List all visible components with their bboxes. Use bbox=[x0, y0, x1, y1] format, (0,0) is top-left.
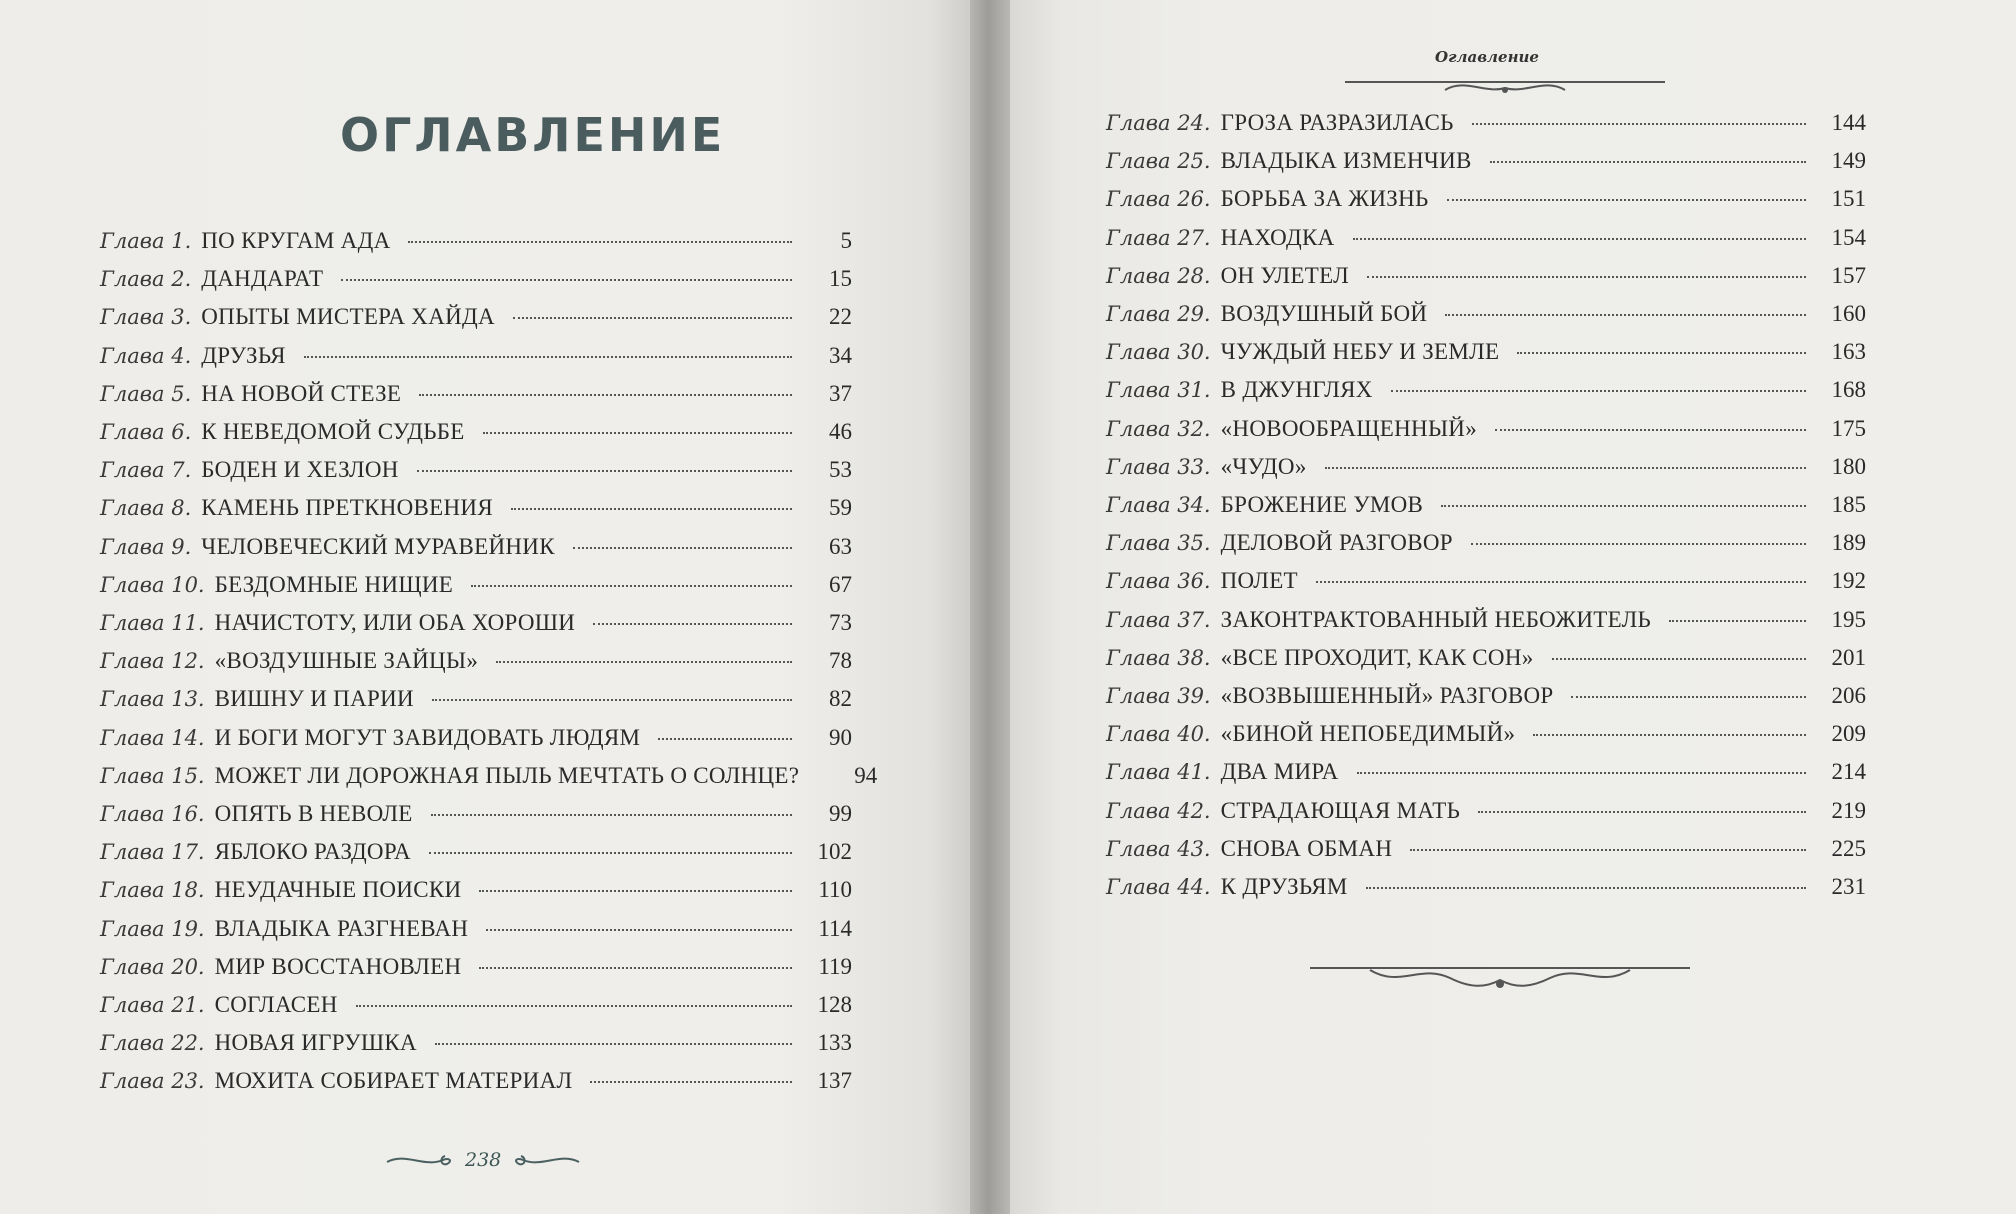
chapter-title: ЧЕЛОВЕЧЕСКИЙ МУРАВЕЙНИК bbox=[201, 533, 555, 559]
page-ref: 5 bbox=[840, 228, 852, 253]
dot-leader bbox=[1490, 161, 1806, 163]
dot-leader bbox=[573, 547, 792, 549]
chapter-title: НЕУДАЧНЫЕ ПОИСКИ bbox=[214, 877, 462, 903]
toc-entry bbox=[1106, 148, 1866, 178]
page-ref: 22 bbox=[829, 304, 852, 330]
dot-leader bbox=[432, 699, 792, 701]
toc-entry bbox=[100, 1068, 852, 1098]
page-ref: 82 bbox=[829, 686, 852, 712]
dot-leader bbox=[511, 508, 792, 510]
toc-entry bbox=[1106, 454, 1866, 484]
chapter-title: «ВСЕ ПРОХОДИТ, КАК СОН» bbox=[1220, 644, 1534, 670]
chapter-title: К НЕВЕДОМОЙ СУДЬБЕ bbox=[201, 419, 465, 444]
dot-leader bbox=[1552, 658, 1806, 660]
toc-entry bbox=[1106, 263, 1866, 293]
chapter-label: Глава 5. bbox=[100, 381, 192, 406]
dot-leader bbox=[1447, 199, 1807, 201]
dot-leader bbox=[408, 241, 792, 243]
chapter-title: «БИНОЙ НЕПОБЕДИМЫЙ» bbox=[1220, 721, 1516, 747]
page-ref: 37 bbox=[829, 380, 852, 406]
dot-leader bbox=[593, 623, 792, 625]
chapter-title: ЯБЛОКО РАЗДОРА bbox=[214, 839, 411, 865]
dot-leader bbox=[590, 1081, 792, 1083]
chapter-label: Глава 32. bbox=[1106, 416, 1211, 441]
page-ref: 160 bbox=[1831, 301, 1866, 326]
dot-leader bbox=[479, 890, 792, 892]
dot-leader bbox=[1495, 429, 1806, 431]
page-ref: 59 bbox=[829, 495, 852, 521]
toc-entry bbox=[1106, 568, 1866, 598]
dot-leader bbox=[1517, 352, 1806, 354]
chapter-label: Глава 16. bbox=[100, 802, 205, 826]
chapter-title: МИР ВОССТАНОВЛЕН bbox=[214, 953, 462, 979]
toc-entry bbox=[1106, 301, 1866, 331]
chapter-title: ВЛАДЫКА ИЗМЕНЧИВ bbox=[1220, 148, 1472, 174]
chapter-title: ДРУЗЬЯ bbox=[201, 342, 286, 368]
chapter-label: Глава 19. bbox=[100, 916, 205, 941]
toc-entry bbox=[100, 304, 852, 334]
toc-entry bbox=[1106, 683, 1866, 713]
toc-entry bbox=[100, 877, 852, 907]
chapter-label: Глава 41. bbox=[1106, 760, 1211, 785]
chapter-label: Глава 39. bbox=[1106, 684, 1211, 708]
chapter-label: Глава 30. bbox=[1106, 340, 1211, 365]
toc-entry bbox=[100, 572, 852, 602]
dot-leader bbox=[1669, 620, 1806, 622]
chapter-label: Глава 8. bbox=[100, 496, 192, 521]
chapter-title: НОВАЯ ИГРУШКА bbox=[214, 1030, 417, 1056]
chapter-title: ВИШНУ И ПАРИИ bbox=[214, 686, 414, 712]
dot-leader bbox=[435, 1043, 792, 1045]
chapter-label: Глава 28. bbox=[1106, 263, 1211, 288]
page-ref: 34 bbox=[829, 342, 852, 368]
page-ref: 225 bbox=[1831, 835, 1866, 861]
page-ref: 189 bbox=[1831, 530, 1866, 556]
chapter-label: Глава 9. bbox=[100, 534, 192, 559]
page-ref: 206 bbox=[1831, 683, 1866, 708]
chapter-label: Глава 43. bbox=[1106, 836, 1211, 861]
chapter-label: Глава 7. bbox=[100, 458, 192, 483]
chapter-title: СТРАДАЮЩАЯ МАТЬ bbox=[1220, 797, 1461, 823]
toc-entry bbox=[100, 1030, 852, 1060]
chapter-title: НАЧИСТОТУ, ИЛИ ОБА ХОРОШИ bbox=[214, 610, 576, 635]
chapter-label: Глава 44. bbox=[1106, 875, 1211, 899]
page-number: 238 bbox=[465, 1149, 502, 1171]
page-ref: 157 bbox=[1831, 262, 1866, 288]
page-ref: 133 bbox=[817, 1030, 852, 1056]
chapter-title: СНОВА ОБМАН bbox=[1220, 835, 1393, 861]
toc-entry bbox=[100, 343, 852, 373]
toc-entry bbox=[100, 839, 852, 869]
chapter-label: Глава 22. bbox=[100, 1031, 205, 1056]
page-ref: 46 bbox=[829, 419, 852, 444]
page-ref: 99 bbox=[829, 801, 852, 826]
page-ref: 219 bbox=[1831, 797, 1866, 823]
chapter-title: ВЛАДЫКА РАЗГНЕВАН bbox=[214, 915, 469, 941]
chapter-label: Глава 4. bbox=[100, 343, 192, 368]
flourish-left-icon bbox=[385, 1148, 455, 1172]
chapter-title: ЧУЖДЫЙ НЕБУ И ЗЕМЛЕ bbox=[1220, 339, 1500, 365]
dot-leader bbox=[1410, 849, 1806, 851]
dot-leader bbox=[1366, 887, 1806, 889]
page-ref: 78 bbox=[829, 648, 852, 674]
chapter-label: Глава 14. bbox=[100, 725, 205, 750]
chapter-label: Глава 36. bbox=[1106, 569, 1211, 594]
toc-entry bbox=[1106, 416, 1866, 446]
chapter-title: КАМЕНЬ ПРЕТКНОВЕНИЯ bbox=[201, 495, 493, 521]
chapter-title: НА НОВОЙ СТЕЗЕ bbox=[201, 380, 402, 406]
page-ref: 144 bbox=[1831, 110, 1866, 135]
dot-leader bbox=[304, 356, 792, 358]
chapter-label: Глава 18. bbox=[100, 878, 205, 903]
toc-entry bbox=[1106, 721, 1866, 751]
dot-leader bbox=[417, 470, 792, 472]
chapter-label: Глава 33. bbox=[1106, 454, 1211, 479]
dot-leader bbox=[1353, 238, 1807, 240]
toc-entry bbox=[100, 610, 852, 640]
chapter-title: В ДЖУНГЛЯХ bbox=[1220, 377, 1373, 403]
toc-entry bbox=[100, 457, 852, 487]
dot-leader bbox=[496, 661, 792, 663]
page-ref: 192 bbox=[1831, 568, 1866, 594]
chapter-label: Глава 23. bbox=[100, 1069, 205, 1094]
chapter-label: Глава 24. bbox=[1106, 111, 1211, 135]
page-ref: 94 bbox=[854, 762, 878, 788]
chapter-title: «ВОЗДУШНЫЕ ЗАЙЦЫ» bbox=[214, 648, 479, 674]
dot-leader bbox=[486, 929, 792, 931]
page-footer bbox=[385, 1148, 581, 1172]
chapter-title: «ВОЗВЫШЕННЫЙ» РАЗГОВОР bbox=[1220, 683, 1554, 708]
toc-entry bbox=[100, 228, 852, 258]
chapter-label: Глава 29. bbox=[1106, 302, 1211, 326]
dot-leader bbox=[419, 394, 792, 396]
chapter-label: Глава 2. bbox=[100, 267, 192, 292]
dot-leader bbox=[479, 967, 792, 969]
dot-leader bbox=[513, 317, 792, 319]
toc-entry bbox=[1106, 607, 1866, 637]
toc-entry bbox=[100, 266, 852, 296]
toc-entry bbox=[100, 534, 852, 564]
toc-entry bbox=[100, 992, 852, 1022]
left-page bbox=[0, 0, 970, 1214]
chapter-label: Глава 3. bbox=[100, 305, 192, 330]
chapter-label: Глава 38. bbox=[1106, 645, 1211, 670]
page-ref: 154 bbox=[1831, 224, 1866, 250]
toc-entry bbox=[100, 419, 852, 449]
page-ref: 163 bbox=[1831, 339, 1866, 365]
chapter-label: Глава 35. bbox=[1106, 531, 1211, 556]
toc-entry bbox=[100, 725, 852, 755]
chapter-title: ЗАКОНТРАКТОВАННЫЙ НЕБОЖИТЕЛЬ bbox=[1220, 606, 1652, 632]
page-ref: 149 bbox=[1831, 148, 1866, 174]
page-ref: 168 bbox=[1831, 377, 1866, 403]
page-ref: 137 bbox=[817, 1068, 852, 1094]
chapter-label: Глава 31. bbox=[1106, 378, 1211, 403]
toc-entry bbox=[1106, 339, 1866, 369]
page-ref: 102 bbox=[817, 839, 852, 865]
chapter-label: Глава 25. bbox=[1106, 149, 1211, 174]
page-ref: 231 bbox=[1831, 874, 1866, 899]
chapter-label: Глава 1. bbox=[100, 229, 192, 253]
chapter-label: Глава 26. bbox=[1106, 187, 1211, 212]
toc-entry bbox=[1106, 645, 1866, 675]
page-ref: 63 bbox=[829, 533, 852, 559]
dot-leader bbox=[1472, 123, 1806, 125]
toc-entry bbox=[1106, 874, 1866, 904]
chapter-label: Глава 21. bbox=[100, 993, 205, 1017]
chapter-title: К ДРУЗЬЯМ bbox=[1220, 874, 1348, 899]
chapter-title: ГРОЗА РАЗРАЗИЛАСЬ bbox=[1220, 110, 1454, 135]
page-ref: 15 bbox=[829, 266, 852, 292]
chapter-title: ОПЫТЫ МИСТЕРА ХАЙДА bbox=[201, 304, 495, 330]
dot-leader bbox=[658, 738, 792, 740]
dot-leader bbox=[429, 852, 792, 854]
running-header: Оглавление bbox=[1435, 48, 1539, 66]
chapter-label: Глава 20. bbox=[100, 954, 205, 979]
page-ref: 175 bbox=[1831, 415, 1866, 441]
page-ref: 185 bbox=[1831, 492, 1866, 517]
chapter-title: «НОВООБРАЩЕННЫЙ» bbox=[1220, 415, 1478, 441]
toc-entry bbox=[100, 762, 878, 793]
dot-leader bbox=[1325, 467, 1806, 469]
dot-leader bbox=[1445, 314, 1806, 316]
chapter-title: НАХОДКА bbox=[1220, 224, 1335, 250]
chapter-label: Глава 17. bbox=[100, 840, 205, 865]
dot-leader bbox=[1316, 581, 1806, 583]
page-ref: 110 bbox=[818, 877, 852, 903]
toc-entry bbox=[100, 801, 852, 831]
chapter-title: ДЕЛОВОЙ РАЗГОВОР bbox=[1220, 530, 1453, 556]
dot-leader bbox=[471, 585, 792, 587]
page-ref: 119 bbox=[818, 953, 852, 979]
page-ref: 73 bbox=[829, 610, 852, 635]
dot-leader bbox=[1391, 390, 1806, 392]
dot-leader bbox=[1367, 276, 1806, 278]
page-ref: 128 bbox=[817, 992, 852, 1017]
chapter-title: «ЧУДО» bbox=[1220, 453, 1307, 479]
chapter-label: Глава 13. bbox=[100, 687, 205, 712]
dot-leader bbox=[1571, 696, 1806, 698]
page-ref: 151 bbox=[1831, 186, 1866, 212]
chapter-title: БРОЖЕНИЕ УМОВ bbox=[1220, 492, 1424, 517]
chapter-title: МОЖЕТ ЛИ ДОРОЖНАЯ ПЫЛЬ МЕЧТАТЬ О СОЛНЦЕ? bbox=[214, 762, 800, 788]
toc-entry bbox=[1106, 110, 1866, 140]
toc-entry bbox=[1106, 186, 1866, 216]
dot-leader bbox=[1471, 543, 1806, 545]
chapter-label: Глава 15. bbox=[100, 763, 205, 788]
chapter-label: Глава 34. bbox=[1106, 493, 1211, 517]
dot-leader bbox=[1533, 734, 1806, 736]
toc-entry bbox=[1106, 225, 1866, 255]
toc-entry bbox=[100, 381, 852, 411]
chapter-title: ОПЯТЬ В НЕВОЛЕ bbox=[214, 801, 413, 826]
chapter-title: ПОЛЕТ bbox=[1220, 568, 1298, 594]
toc-entry bbox=[100, 916, 852, 946]
chapter-title: МОХИТА СОБИРАЕТ МАТЕРИАЛ bbox=[214, 1068, 573, 1094]
toc-entry bbox=[100, 686, 852, 716]
chapter-label: Глава 40. bbox=[1106, 722, 1211, 747]
toc-entry bbox=[1106, 492, 1866, 522]
toc-entry bbox=[1106, 798, 1866, 828]
chapter-label: Глава 27. bbox=[1106, 225, 1211, 250]
chapter-label: Глава 12. bbox=[100, 649, 205, 674]
page-title: ОГЛАВЛЕНИЕ bbox=[340, 108, 726, 162]
dot-leader bbox=[1478, 811, 1806, 813]
page-ref: 201 bbox=[1831, 644, 1866, 670]
dot-leader bbox=[431, 814, 792, 816]
toc-entry bbox=[100, 495, 852, 525]
bottom-ornament-icon bbox=[1310, 958, 1690, 998]
toc-entry bbox=[1106, 836, 1866, 866]
toc-entry bbox=[1106, 759, 1866, 789]
toc-entry bbox=[1106, 530, 1866, 560]
right-page bbox=[1010, 0, 2016, 1214]
flourish-right-icon bbox=[511, 1148, 581, 1172]
toc-entry bbox=[100, 648, 852, 678]
chapter-label: Глава 37. bbox=[1106, 607, 1211, 632]
chapter-label: Глава 6. bbox=[100, 420, 192, 444]
header-ornament-icon bbox=[1345, 70, 1665, 100]
chapter-label: Глава 11. bbox=[100, 611, 205, 635]
chapter-title: БОРЬБА ЗА ЖИЗНЬ bbox=[1220, 186, 1429, 212]
toc-entry bbox=[1106, 377, 1866, 407]
chapter-title: ДВА МИРА bbox=[1220, 759, 1339, 785]
chapter-title: И БОГИ МОГУТ ЗАВИДОВАТЬ ЛЮДЯМ bbox=[214, 724, 641, 750]
dot-leader bbox=[1441, 505, 1806, 507]
chapter-label: Глава 42. bbox=[1106, 798, 1211, 823]
chapter-title: СОГЛАСЕН bbox=[214, 992, 338, 1017]
page-ref: 180 bbox=[1831, 453, 1866, 479]
book-spine bbox=[970, 0, 1010, 1214]
page-ref: 53 bbox=[829, 457, 852, 483]
chapter-title: ВОЗДУШНЫЙ БОЙ bbox=[1220, 301, 1428, 326]
page-ref: 214 bbox=[1831, 759, 1866, 785]
dot-leader bbox=[483, 432, 792, 434]
dot-leader bbox=[341, 279, 792, 281]
chapter-title: ДАНДАРАТ bbox=[201, 266, 324, 292]
dot-leader bbox=[356, 1005, 792, 1007]
chapter-title: БЕЗДОМНЫЕ НИЩИЕ bbox=[214, 571, 454, 597]
page-ref: 195 bbox=[1831, 606, 1866, 632]
dot-leader bbox=[1357, 772, 1807, 774]
chapter-label: Глава 10. bbox=[100, 572, 205, 597]
page-ref: 90 bbox=[829, 724, 852, 750]
page-ref: 209 bbox=[1831, 721, 1866, 747]
toc-entry bbox=[100, 954, 852, 984]
chapter-title: ПО КРУГАМ АДА bbox=[201, 228, 391, 253]
chapter-title: БОДЕН И ХЕЗЛОН bbox=[201, 457, 399, 483]
page-ref: 67 bbox=[829, 571, 852, 597]
chapter-title: ОН УЛЕТЕЛ bbox=[1220, 262, 1350, 288]
page-ref: 114 bbox=[818, 915, 852, 941]
